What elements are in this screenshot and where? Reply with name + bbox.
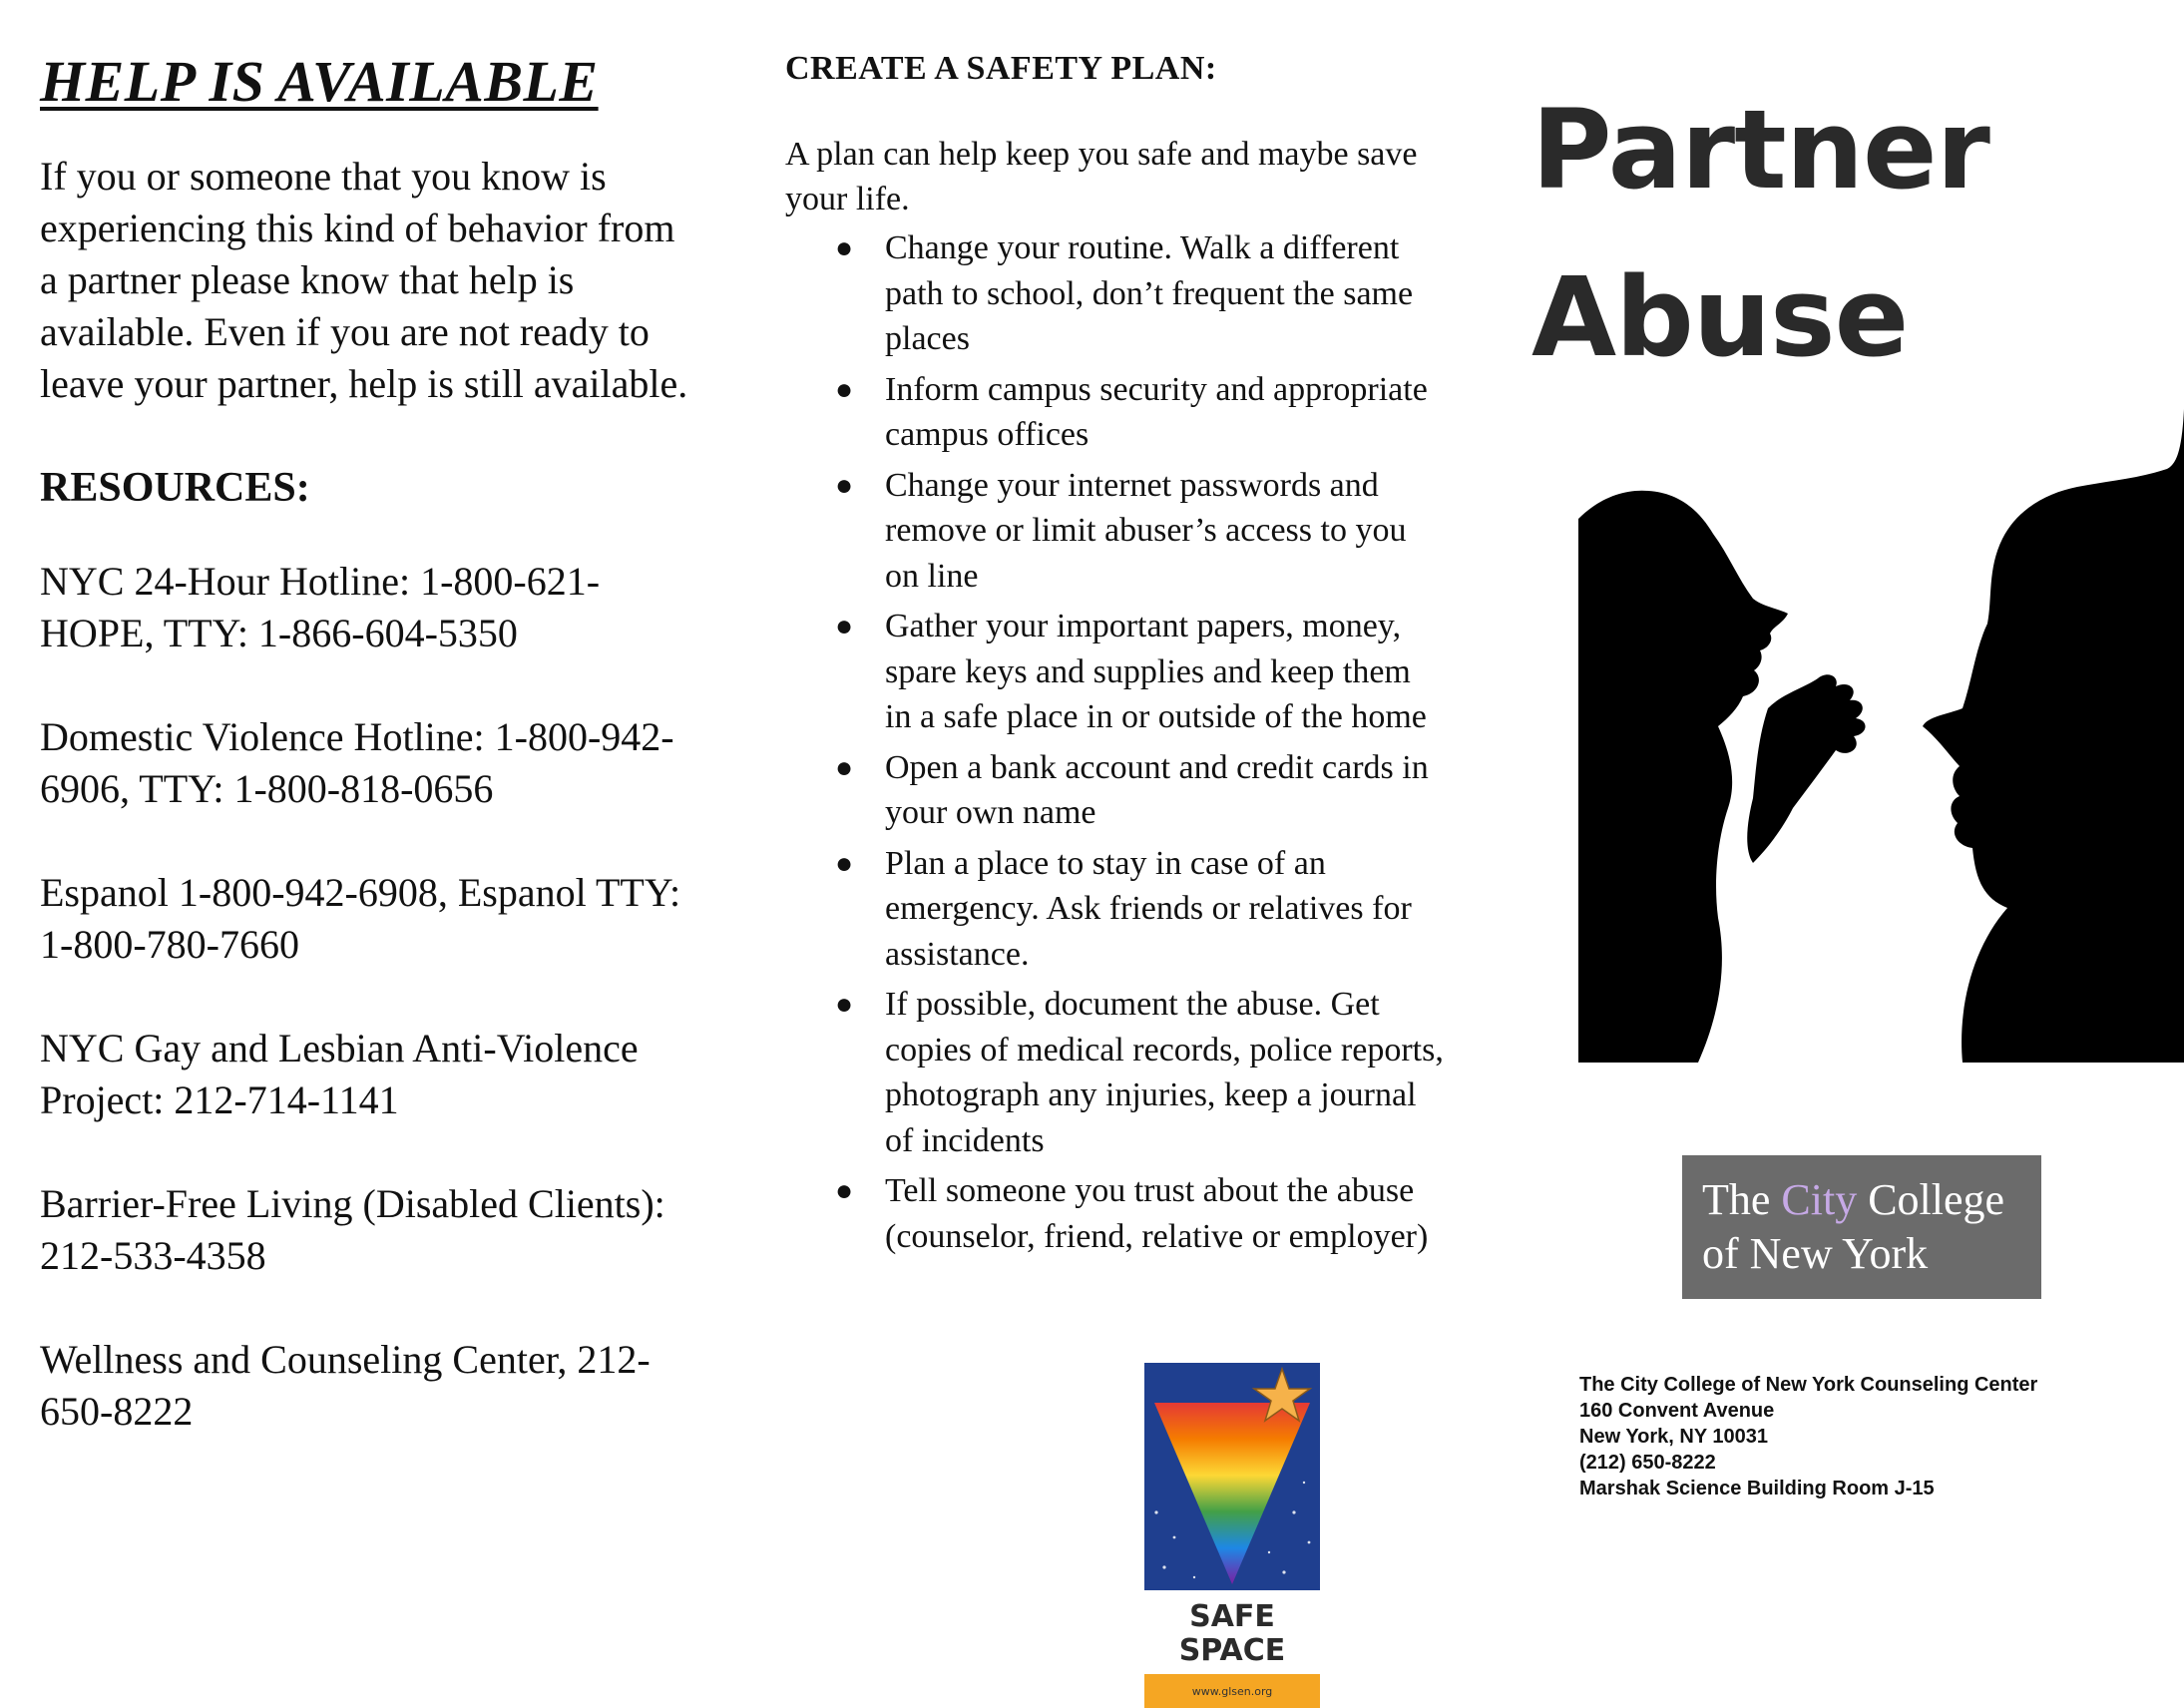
badge-line2: SPACE xyxy=(1178,1633,1286,1668)
safe-space-badge xyxy=(1144,1363,1320,1708)
ccny-logo xyxy=(1682,1155,2041,1299)
safety-plan-intro: A plan can help keep you safe and maybe save your life. xyxy=(785,136,1418,217)
title-line2: Abuse xyxy=(1531,253,1909,381)
resource-nyc-hotline: NYC 24-Hour Hotline: 1-800-621-HOPE, TTY: 1-866-604-5350 xyxy=(40,559,601,655)
list-item xyxy=(785,367,1444,458)
list-item-text: Change your routine. Walk a different path to school, don’t frequent the same places xyxy=(885,229,1414,357)
logo-college: College xyxy=(1857,1175,2005,1224)
woman-hand xyxy=(1747,674,1865,863)
bullet-icon: ● xyxy=(835,750,854,784)
list-item xyxy=(785,604,1444,740)
resource-dv-hotline: Domestic Violence Hotline: 1-800-942-6906, TTY: 1-800-818-0656 xyxy=(40,714,674,811)
safety-plan-column xyxy=(785,50,1444,1264)
list-item xyxy=(785,745,1444,836)
list-item-text: If possible, document the abuse. Get copies of medical records, police reports, photograph any injuries, keep a journal of incidents xyxy=(885,986,1444,1159)
cover-title xyxy=(1531,66,1989,401)
resource-avp: NYC Gay and Lesbian Anti-Violence Project: 212-714-1141 xyxy=(40,1026,639,1122)
bullet-icon: ● xyxy=(835,846,854,880)
address-street: 160 Convent Avenue xyxy=(1579,1400,1775,1422)
bullet-icon: ● xyxy=(835,610,854,642)
couple-silhouette-image xyxy=(1578,409,2184,1063)
resources-heading: RESOURCES: xyxy=(40,465,310,511)
logo-city: City xyxy=(1781,1175,1858,1224)
list-item xyxy=(785,841,1444,978)
bullet-icon: ● xyxy=(835,988,854,1021)
resource-espanol: Espanol 1-800-942-6908, Espanol TTY: 1-800-780-7660 xyxy=(40,870,681,967)
address-city: New York, NY 10031 xyxy=(1579,1426,1769,1448)
title-line1: Partner xyxy=(1531,86,1989,214)
bullet-icon: ● xyxy=(835,372,854,406)
list-item-text: Plan a place to stay in case of an emergency. Ask friends or relatives for assistance. xyxy=(885,844,1412,973)
list-item-text: Inform campus security and appropriate campus offices xyxy=(885,370,1428,453)
badge-line1: SAFE xyxy=(1189,1599,1275,1634)
resource-wellness-center: Wellness and Counseling Center, 212-650-8222 xyxy=(40,1337,651,1434)
address-room: Marshak Science Building Room J-15 xyxy=(1579,1478,1935,1499)
address-org: The City College of New York Counseling Center xyxy=(1579,1374,2038,1396)
address-block xyxy=(1579,1372,2037,1501)
safety-plan-heading: CREATE A SAFETY PLAN: xyxy=(785,50,1217,87)
bullet-icon: ● xyxy=(835,1174,854,1207)
list-item-text: Tell someone you trust about the abuse (counselor, friend, relative or employer) xyxy=(885,1172,1429,1255)
safety-plan-list xyxy=(785,225,1444,1259)
logo-line2: of New York xyxy=(1702,1229,1929,1278)
logo-the: The xyxy=(1702,1175,1782,1224)
list-item-text: Open a bank account and credit cards in your own name xyxy=(885,748,1429,831)
help-column xyxy=(40,48,698,1490)
resource-barrier-free: Barrier-Free Living (Disabled Clients): 212-533-4358 xyxy=(40,1181,665,1278)
man-figure xyxy=(1923,409,2184,1063)
list-item-text: Change your internet passwords and remove or limit abuser’s access to you on line xyxy=(885,466,1407,595)
list-item xyxy=(785,463,1444,600)
help-body: If you or someone that you know is experiencing this kind of behavior from a partner please know that help is available. Even if you are not ready to leave your partner, help is still available. xyxy=(40,154,688,406)
list-item xyxy=(785,1168,1444,1259)
bullet-icon: ● xyxy=(835,468,854,502)
bullet-icon: ● xyxy=(835,231,854,264)
logo-line1 xyxy=(1702,1173,2041,1227)
list-item-text: Gather your important papers, money, spare keys and supplies and keep them in a safe place in or outside of the home xyxy=(885,608,1427,735)
help-title: HELP IS AVAILABLE xyxy=(40,49,599,114)
address-phone: (212) 650-8222 xyxy=(1579,1452,1716,1474)
list-item xyxy=(785,225,1444,362)
list-item xyxy=(785,982,1444,1163)
badge-url: www.glsen.org xyxy=(1191,1685,1273,1698)
